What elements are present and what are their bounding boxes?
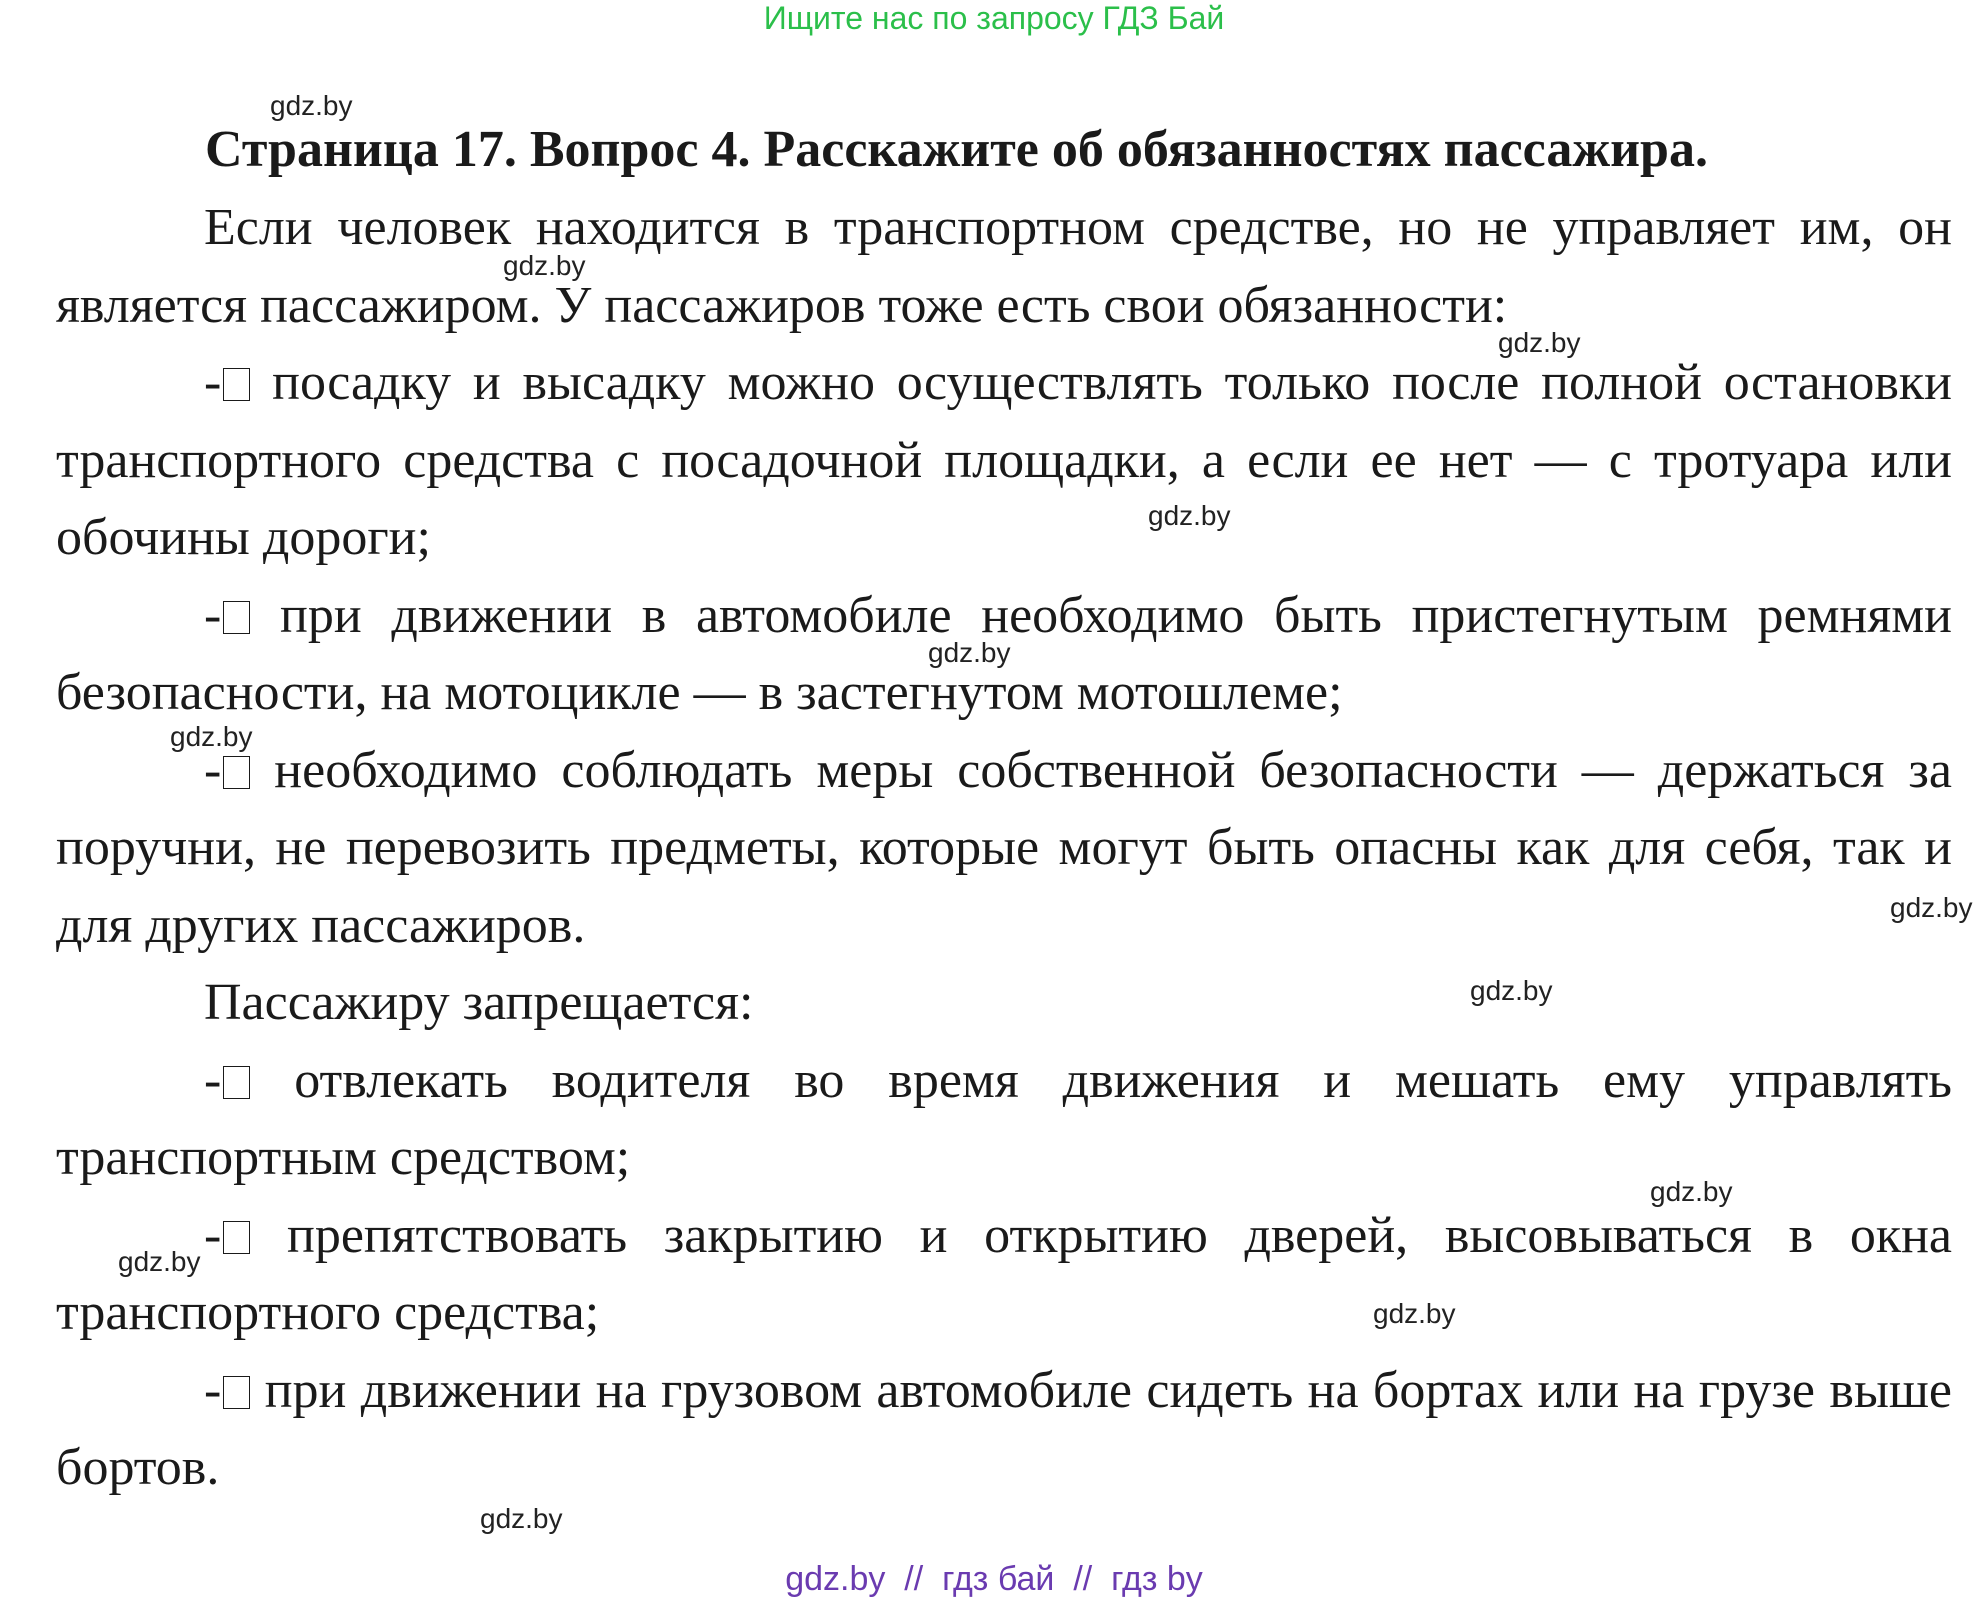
checkbox-glyph-icon	[223, 1376, 250, 1409]
dash-marker: -	[204, 586, 222, 644]
answer-content	[56, 189, 1952, 1507]
duty-item	[56, 732, 1952, 965]
prohibited-heading: Пассажиру запрещается:	[204, 974, 754, 1031]
dash-marker: -	[204, 1361, 222, 1419]
prohibition-item	[56, 1352, 1952, 1507]
duty-text: при движении в автомобиле необходимо быть пристегнутым ремнями безопасности, на мотоцикле — в застегнутом мотошлеме;	[56, 586, 1953, 721]
prohibition-text: препятствовать закрытию и открытию дверей, высовываться в окна транспортного средства;	[56, 1206, 1953, 1341]
top-banner: Ищите нас по запросу ГДЗ Бай	[763, 0, 1225, 36]
watermark-text: gdz.by	[928, 637, 1011, 668]
checkbox-glyph-icon	[223, 1221, 250, 1254]
watermark-text: gdz.by	[1650, 1176, 1733, 1207]
checkbox-glyph-icon	[223, 368, 250, 401]
dash-marker: -	[204, 741, 222, 799]
watermark-text: gdz.by	[118, 1246, 201, 1277]
prohibition-item	[56, 1197, 1952, 1352]
intro-paragraph: Если человек находится в транспортном средстве, но не управляет им, он является пассажиром. У пассажиров тоже есть свои обязанности:	[56, 199, 1952, 334]
checkbox-glyph-icon	[223, 601, 250, 634]
watermark-text: gdz.by	[503, 250, 586, 281]
prohibition-item	[56, 1042, 1952, 1197]
prohibition-text: отвлекать водителя во время движения и мешать ему управлять транспортным средством;	[56, 1051, 1953, 1186]
page-title: Страница 17. Вопрос 4. Расскажите об обязанностях пассажира.	[205, 121, 1708, 178]
watermark-text: gdz.by	[170, 721, 253, 752]
watermark-text: gdz.by	[480, 1503, 563, 1534]
duty-item	[56, 344, 1952, 577]
prohibition-text: при движении на грузовом автомобиле сидеть на бортах или на грузе выше бортов.	[56, 1361, 1953, 1496]
watermark-text: gdz.by	[270, 90, 353, 121]
dash-marker: -	[204, 354, 222, 411]
watermark-text: gdz.by	[1148, 500, 1231, 531]
checkbox-glyph-icon	[223, 1066, 250, 1099]
dash-marker: -	[204, 1051, 222, 1109]
duty-text: посадку и высадку можно осуществлять только после полной остановки транспортного средства с посадочной площадки, а если ее нет — с тротуара или обочины дороги;	[56, 354, 1952, 566]
watermark-text: gdz.by	[1373, 1298, 1456, 1329]
watermark-text: gdz.by	[1498, 327, 1581, 358]
watermark-text: gdz.by	[1890, 892, 1973, 923]
checkbox-glyph-icon	[223, 756, 250, 789]
footer-links: gdz.by // гдз бай // гдз by	[785, 1560, 1203, 1598]
dash-marker: -	[204, 1206, 222, 1264]
duty-text: необходимо соблюдать меры собственной безопасности — держаться за поручни, не перевозить предметы, которые могут быть опасны как для себя, так и для других пассажиров.	[56, 741, 1952, 954]
watermark-text: gdz.by	[1470, 975, 1553, 1006]
